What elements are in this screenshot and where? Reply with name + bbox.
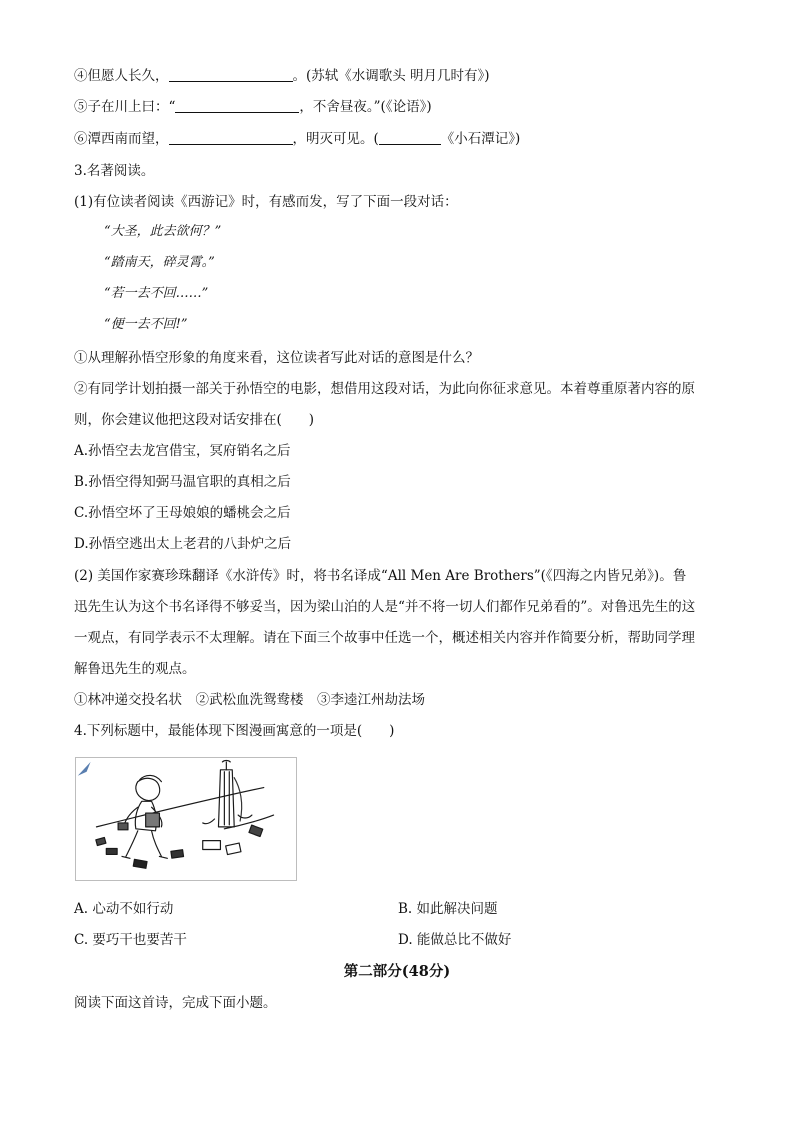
sub-question-2-line2: 则，你会建议他把这段对话安排在( ) [74, 412, 315, 428]
question-text: ⑥潭西南而望， [74, 131, 169, 147]
option-b[interactable]: B. 如此解决问题 [398, 901, 498, 917]
option-d[interactable]: D.孙悟空逃出太上老君的八卦炉之后 [74, 536, 292, 552]
dialogue-line: “便一去不回!” [104, 317, 188, 332]
question-4-stem: 4.下列标题中，最能体现下图漫画寓意的一项是( ) [74, 723, 395, 739]
question-text: ④但愿人长久， [74, 68, 169, 84]
option-c[interactable]: C.孙悟空坏了王母娘娘的蟠桃会之后 [74, 505, 291, 521]
story-choices: ①林冲递交投名状 ②武松血洗鸳鸯楼 ③李逵江州劫法场 [74, 692, 425, 708]
question-3-part2-line1: (2) 美国作家赛珍珠翻译《水浒传》时，将书名译成“All Men Are Brothers”(《四海之内皆兄弟》)。鲁 [74, 568, 687, 584]
question-3-part2-line3: 一观点，有同学表示不太理解。请在下面三个故事中任选一个，概述相关内容并作简要分析，帮助同学理 [74, 630, 695, 646]
sub-question-2-line1: ②有同学计划拍摄一部关于孙悟空的电影，想借用这段对话，为此向你征求意见。本着尊重原著内容的原 [74, 381, 695, 397]
answer-blank[interactable] [169, 67, 293, 82]
cartoon-man-carrying-bricks-icon [75, 757, 297, 881]
option-c[interactable]: C. 要巧干也要苦干 [74, 932, 187, 948]
question-3-part2-line4: 解鲁迅先生的观点。 [74, 661, 196, 677]
question-source: ，不舍昼夜。”(《论语》) [299, 99, 432, 115]
option-b[interactable]: B.孙悟空得知弼马温官职的真相之后 [74, 474, 291, 490]
question-text: ，明灭可见。( [292, 131, 379, 147]
question-3-part1-intro: (1)有位读者阅读《西游记》时，有感而发，写了下面一段对话： [74, 194, 458, 210]
question-text: ⑤子在川上曰：“ [74, 99, 176, 115]
question-source: 《小石潭记》) [440, 131, 521, 147]
option-d[interactable]: D. 能做总比不做好 [398, 932, 512, 948]
question-3-title: 3.名著阅读。 [74, 163, 155, 179]
option-a[interactable]: A.孙悟空去龙宫借宝，冥府销名之后 [74, 443, 291, 459]
question-line-4 [74, 66, 490, 86]
dialogue-line: “若一去不回……” [104, 286, 209, 301]
question-3-part2-line2: 迅先生认为这个书名译得不够妥当，因为梁山泊的人是“并不将一切人们都作兄弟看的”。对鲁迅先生的这 [74, 599, 696, 615]
reading-instruction: 阅读下面这首诗，完成下面小题。 [74, 995, 277, 1011]
answer-blank[interactable] [169, 130, 293, 145]
question-line-5 [74, 97, 432, 117]
dialogue-line: “大圣，此去欲何？” [104, 224, 222, 239]
section-title: 第二部分(48分) [343, 963, 451, 980]
sub-question-1: ①从理解孙悟空形象的角度来看，这位读者写此对话的意图是什么？ [74, 350, 479, 366]
author-blank[interactable] [379, 130, 441, 145]
question-line-6 [74, 129, 520, 149]
option-a[interactable]: A. 心动不如行动 [74, 901, 174, 917]
answer-blank[interactable] [175, 98, 299, 113]
dialogue-line: “踏南天，碎灵霄。” [104, 255, 215, 270]
question-source: 。(苏轼《水调歌头 明月几时有》) [292, 68, 490, 84]
